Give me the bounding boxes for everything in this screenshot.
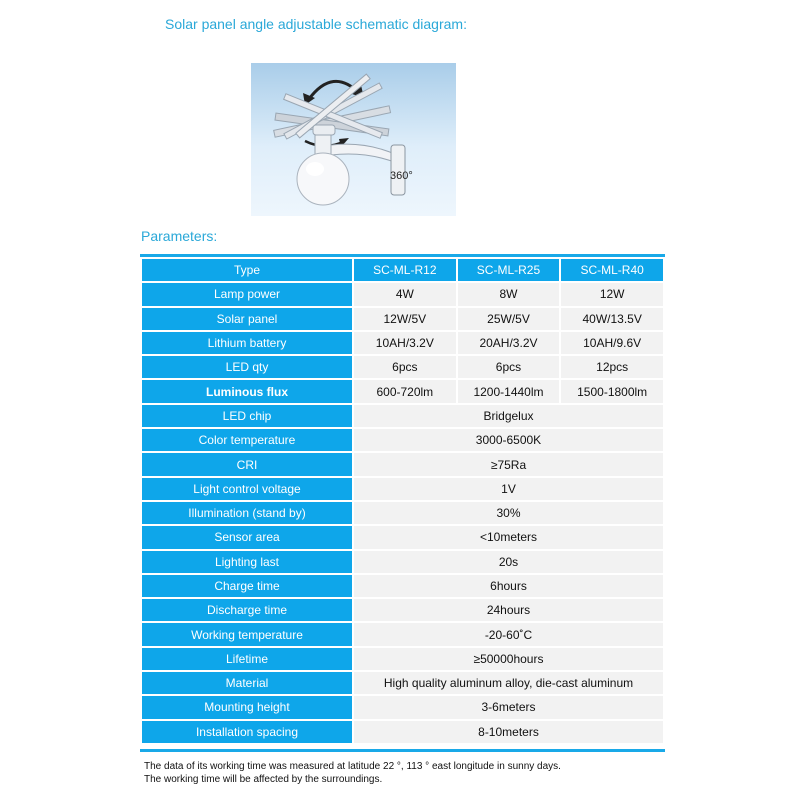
row-label: Lifetime bbox=[142, 648, 352, 670]
table-row bbox=[142, 502, 663, 524]
row-label: Solar panel bbox=[142, 308, 352, 330]
row-value: High quality aluminum alloy, die-cast aluminum bbox=[354, 672, 663, 694]
table-row bbox=[142, 453, 663, 475]
row-value: 24hours bbox=[354, 599, 663, 621]
row-value: 4W bbox=[354, 283, 456, 305]
header-model: SC-ML-R12 bbox=[354, 259, 456, 281]
row-value: 6hours bbox=[354, 575, 663, 597]
rotation-angle-label: 360° bbox=[390, 170, 413, 182]
table-row bbox=[142, 308, 663, 330]
row-value: 25W/5V bbox=[458, 308, 560, 330]
table-row bbox=[142, 478, 663, 500]
row-value: 3000-6500K bbox=[354, 429, 663, 451]
table-row bbox=[142, 599, 663, 621]
footnote bbox=[144, 760, 561, 786]
row-value: 600-720lm bbox=[354, 380, 456, 402]
row-value: 12W/5V bbox=[354, 308, 456, 330]
row-label: Lamp power bbox=[142, 283, 352, 305]
table-row bbox=[142, 623, 663, 645]
row-value: 10AH/9.6V bbox=[561, 332, 663, 354]
table-row bbox=[142, 672, 663, 694]
row-label: Luminous flux bbox=[142, 380, 352, 402]
row-label: Mounting height bbox=[142, 696, 352, 718]
row-label: Color temperature bbox=[142, 429, 352, 451]
row-value: 1V bbox=[354, 478, 663, 500]
row-value: 8W bbox=[458, 283, 560, 305]
row-value: -20-60˚C bbox=[354, 623, 663, 645]
table-row bbox=[142, 575, 663, 597]
table-row bbox=[142, 526, 663, 548]
row-label: Installation spacing bbox=[142, 721, 352, 743]
diagram-heading: Solar panel angle adjustable schematic diagram: bbox=[165, 16, 467, 32]
table-row bbox=[142, 721, 663, 743]
table-row bbox=[142, 380, 663, 402]
table-row bbox=[142, 551, 663, 573]
row-value: 12pcs bbox=[561, 356, 663, 378]
row-value: 20AH/3.2V bbox=[458, 332, 560, 354]
table-row bbox=[142, 356, 663, 378]
header-model: SC-ML-R25 bbox=[458, 259, 560, 281]
row-value: <10meters bbox=[354, 526, 663, 548]
row-value: Bridgelux bbox=[354, 405, 663, 427]
row-value: 10AH/3.2V bbox=[354, 332, 456, 354]
table-row bbox=[142, 405, 663, 427]
row-value: 1500-1800lm bbox=[561, 380, 663, 402]
row-label: LED qty bbox=[142, 356, 352, 378]
row-label: Lithium battery bbox=[142, 332, 352, 354]
row-label: Sensor area bbox=[142, 526, 352, 548]
table-row bbox=[142, 332, 663, 354]
table-row bbox=[142, 696, 663, 718]
row-label: Lighting last bbox=[142, 551, 352, 573]
row-value: 8-10meters bbox=[354, 721, 663, 743]
row-value: 3-6meters bbox=[354, 696, 663, 718]
solar-lamp-illustration bbox=[251, 63, 456, 216]
row-label: Charge time bbox=[142, 575, 352, 597]
table-row bbox=[142, 283, 663, 305]
footnote-line: The working time will be affected by the surroundings. bbox=[144, 774, 383, 785]
row-label: Working temperature bbox=[142, 623, 352, 645]
table-row bbox=[142, 429, 663, 451]
solar-lamp-drawing bbox=[251, 63, 456, 216]
row-value: 20s bbox=[354, 551, 663, 573]
table-row bbox=[142, 648, 663, 670]
table-header-row bbox=[142, 259, 663, 281]
row-value: 12W bbox=[561, 283, 663, 305]
header-model: SC-ML-R40 bbox=[561, 259, 663, 281]
footnote-line: The data of its working time was measured at latitude 22 °, 113 ° east longitude in sunny days. bbox=[144, 761, 561, 772]
row-value: 40W/13.5V bbox=[561, 308, 663, 330]
header-type: Type bbox=[142, 259, 352, 281]
row-value: 6pcs bbox=[354, 356, 456, 378]
row-value: ≥75Ra bbox=[354, 453, 663, 475]
row-label: LED chip bbox=[142, 405, 352, 427]
row-value: 1200-1440lm bbox=[458, 380, 560, 402]
row-label: Illumination (stand by) bbox=[142, 502, 352, 524]
row-value: ≥50000hours bbox=[354, 648, 663, 670]
row-label: CRI bbox=[142, 453, 352, 475]
row-label: Light control voltage bbox=[142, 478, 352, 500]
row-label: Discharge time bbox=[142, 599, 352, 621]
parameters-heading: Parameters: bbox=[141, 228, 218, 244]
parameters-table bbox=[140, 254, 665, 752]
row-value: 6pcs bbox=[458, 356, 560, 378]
row-label: Material bbox=[142, 672, 352, 694]
row-value: 30% bbox=[354, 502, 663, 524]
